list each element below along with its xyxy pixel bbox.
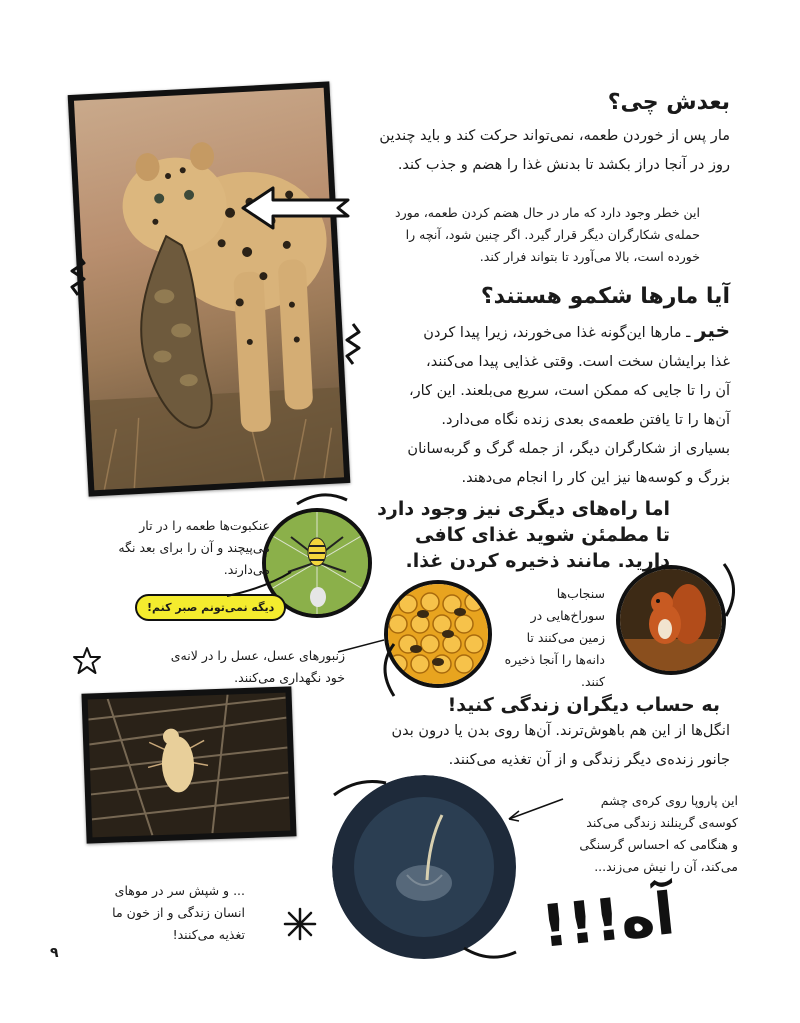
leopard-photo-frame: [68, 81, 351, 496]
pointer-line-icon: [505, 795, 565, 825]
section-parasites-text: [290, 717, 730, 775]
page-number: ۹: [50, 945, 59, 961]
caption-line: دانه‌ها را آنجا ذخیره: [504, 652, 605, 667]
bee-caption: [115, 645, 345, 689]
louse-caption: [45, 880, 245, 946]
caption-line: کوسه‌ی گرینلند زندگی می‌کند: [586, 815, 738, 830]
caption-line: ... و شپش سر در موهای: [114, 883, 245, 898]
paragraph-line: آن‌ها را تا یافتن طعمه‌ی بعدی زنده نگاه می‌دارد.: [441, 412, 730, 428]
caption-line: می‌دارند.: [223, 562, 270, 577]
squirrel-caption: [485, 583, 605, 693]
bubble-tail-icon: [225, 568, 295, 608]
caption-line: زنبورهای عسل، عسل را در لانه‌ی: [170, 648, 345, 663]
section-greedy-text: [350, 316, 730, 493]
leopard-caption: [370, 202, 700, 268]
section-title-store-food: [370, 496, 670, 574]
motion-lines-icon: [460, 942, 520, 966]
exclamation-text: آه!!!: [538, 879, 678, 961]
caption-line: زمین می‌کنند تا: [526, 630, 605, 645]
arrow-icon: [238, 183, 358, 233]
answer-rest: ـ مارها این‌گونه غذا می‌خورند، زیرا پیدا کردن: [423, 325, 695, 341]
paragraph-line: آن را تا جایی که ممکن است، سریع می‌بلعند. این کار،: [408, 383, 730, 399]
squirrel-illustration: [620, 569, 722, 671]
louse-photo-frame: [81, 686, 296, 843]
caption-line: انسان زندگی و از خون ما: [112, 905, 245, 920]
caption-line: خود نگهداری می‌کنند.: [234, 670, 345, 685]
motion-lines-icon: [718, 560, 748, 620]
louse-illustration: [88, 693, 291, 838]
shark-eye-photo: [332, 775, 517, 960]
motion-lines-icon: [292, 490, 352, 510]
paragraph-line: [350, 316, 730, 348]
answer-word: خیر: [694, 318, 730, 342]
leopard-python-photo: [74, 88, 344, 491]
paragraph-line: جانور زنده‌ی دیگر زندگی و از آن تغذیه می‌کنند.: [448, 752, 730, 768]
caption-line: تغذیه می‌کنند!: [172, 927, 245, 942]
section-after-text: [310, 122, 730, 180]
squirrel-photo: [616, 565, 726, 675]
caption-line: می‌پیچند و آن را برای بعد نگه: [118, 540, 270, 555]
caption-line: سوراخ‌هایی در: [530, 608, 605, 623]
heading-line: اما راه‌های دیگری نیز وجود دارد: [377, 498, 670, 520]
section-title-after: بعدش چی؟: [607, 90, 730, 115]
caption-line: خورده است، بالا می‌آورد تا بتواند فرار کند.: [479, 249, 700, 264]
caption-line: کنند.: [580, 674, 605, 689]
caption-line: عنکبوت‌ها طعمه را در تار: [139, 518, 270, 533]
paragraph-line: بسیاری از شکارگران دیگر، از جمله گرگ و گربه‌سانان: [407, 441, 730, 457]
motion-lines-icon: [330, 775, 390, 799]
pointer-line-icon: [336, 637, 386, 657]
bees-illustration: [388, 584, 488, 684]
asterisk-icon: [282, 906, 318, 942]
caption-line: سنجاب‌ها: [556, 586, 605, 601]
caption-line: این خطر وجود دارد که مار در حال هضم کردن طعمه، مورد: [395, 205, 700, 220]
star-icon: [72, 646, 102, 676]
section-title-greedy: آیا مارها شکمو هستند؟: [480, 284, 730, 309]
caption-line: و هنگامی که احساس گرسنگی: [579, 837, 738, 852]
shark-eye-illustration: [332, 775, 517, 960]
caption-line: این پاروپا روی کره‌ی چشم: [600, 793, 738, 808]
leopard-illustration: [74, 88, 344, 491]
caption-line: می‌کند، آن را نیش می‌زند...: [594, 859, 738, 874]
paragraph-line: انگل‌ها از این هم باهوش‌ترند. آن‌ها روی بدن یا درون بدن: [391, 723, 730, 739]
caption-line: حمله‌ی شکارگران دیگر قرار گیرد. اگر چنین شود، آنچه را: [405, 227, 700, 242]
paragraph-line: روز در آنجا دراز بکشد تا بدنش غذا را هضم و جذب کند.: [397, 157, 730, 173]
heading-line: دارید. مانند ذخیره کردن غذا.: [405, 550, 670, 572]
louse-photo: [88, 693, 291, 838]
heading-line: تا مطمئن شوید غذای کافی: [414, 524, 670, 546]
squiggle-decoration-icon: [70, 253, 86, 297]
paragraph-line: بزرگ و کوسه‌ها نیز این کار را انجام می‌دهند.: [461, 470, 730, 486]
paragraph-line: مار پس از خوردن طعمه، نمی‌تواند حرکت کند و باید چندین: [379, 128, 730, 144]
paragraph-line: غذا برایشان سخت است. وقتی غذایی پیدا می‌کنند،: [426, 354, 730, 370]
spider-speech-bubble: دیگه نمی‌تونم صبر کنم!: [135, 594, 286, 621]
section-title-parasites: به حساب دیگران زندگی کنید!: [447, 694, 720, 716]
